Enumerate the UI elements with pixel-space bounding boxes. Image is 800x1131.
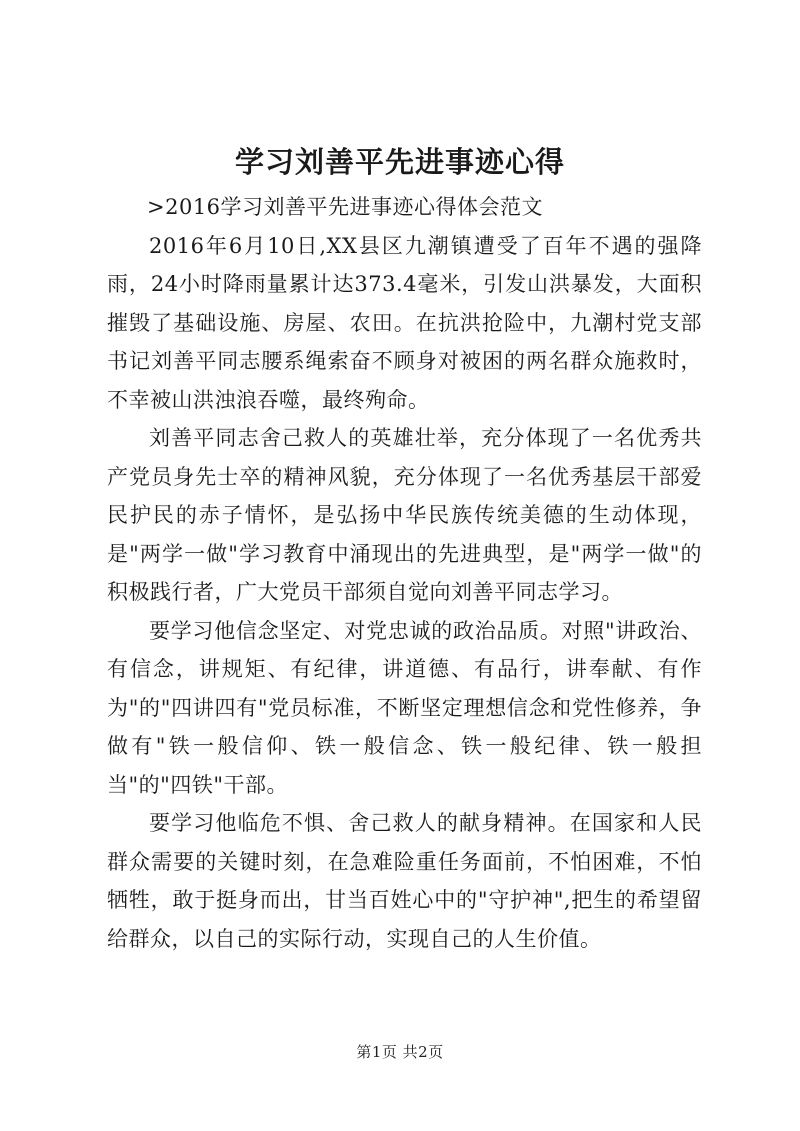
paragraph-dedication-spirit: 要学习他临危不惧、舍己救人的献身精神。在国家和人民群众需要的关键时刻，在急难险重任务面前，不怕困难，不怕牺牲，敢于挺身而出，甘当百姓心中的"守护神",把生的希望留给群众，以自己的实际行动，实现自己的人生价值。 (107, 811, 702, 951)
paragraph-flood-event: 2016年6月10日,XX县区九潮镇遭受了百年不遇的强降雨，24小时降雨量累计达373.4毫米，引发山洪暴发，大面积摧毁了基础设施、房屋、农田。在抗洪抢险中，九潮村党支部书记刘善平同志腰系绳索奋不顾身对被困的两名群众施救时，不幸被山洪浊浪吞噬，最终殉命。 (107, 233, 702, 412)
document-body (107, 188, 702, 958)
paragraph-heroic-deed: 刘善平同志舍己救人的英雄壮举，充分体现了一名优秀共产党员身先士卒的精神风貌，充分体现了一名优秀基层干部爱民护民的赤子情怀，是弘扬中华民族传统美德的生动体现，是"两学一做"学习教育中涌现出的先进典型，是"两学一做"的积极践行者，广大党员干部须自觉向刘善平同志学习。 (107, 426, 702, 604)
subtitle-paragraph: >2016学习刘善平先进事迹心得体会范文 (147, 195, 544, 219)
paragraph-political-quality: 要学习他信念坚定、对党忠诚的政治品质。对照"讲政治、有信念，讲规矩、有纪律，讲道德、有品行，讲奉献、有作为"的"四讲四有"党员标准，不断坚定理想信念和党性修养，争做有"铁一般信仰、铁一般信念、铁一般纪律、铁一般担当"的"四铁"干部。 (107, 618, 702, 797)
page-number-footer: 第1页 共2页 (356, 1043, 444, 1061)
document-title: 学习刘善平先进事迹心得 (234, 145, 565, 179)
